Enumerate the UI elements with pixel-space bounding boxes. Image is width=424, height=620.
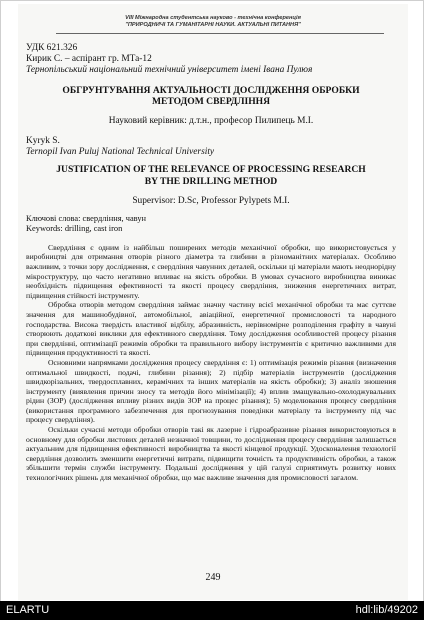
keywords-ua: Ключові слова: свердління, чавун	[26, 213, 146, 223]
handle-id: hdl:lib/49202	[355, 604, 418, 616]
author-en: Kyryk S.	[26, 136, 60, 146]
title-ua-line-1: ОБГРУНТУВАННЯ АКТУАЛЬНОСТІ ДОСЛІДЖЕННЯ ОБРОБКИ	[62, 84, 360, 96]
supervisor-ua: Науковий керівник: д.т.н., професор Пилипець М.І.	[108, 115, 314, 126]
title-en-line-2: BY THE DRILLING METHOD	[144, 176, 278, 187]
body-paragraph-2: Обробка отворів методом свердління займає значну частину всієї механічної обробки та має суттєве значення для машинобудівної, автомобільної, авіаційної, енергетичної промисловості та народного господарства. Висока твердість властивої відбілу, абразивність, нерівномірне розподілення графіту в чавуні створюють додаткові виклики для ефективного свердління. Тому дослідження особливостей процесу різання при свердлінні, оптимізації режимів обробки та правильного вибору інструментів є критично важливими для підвищення продуктивності та якості.	[26, 300, 396, 358]
document-page	[18, 4, 408, 600]
repository-footer-bar	[0, 601, 424, 620]
conference-header-line-1: VIII Міжнародна студентська науково - технічна конференція	[125, 15, 301, 21]
body-paragraph-4: Оскільки сучасні методи обробки отворів такі як лазерне і гідроабразивне різання використовуються в основному для обробки листових деталей незначної товщини, то дослідження процесу свердління залишається актуальним для підвищення ефективності виробництва та якості кінцевої продукції. Удосконалення технології свердління дозволить зменшити енергетичні витрати, підвищити точність та продуктивність обробки, а також збільшити термін служби інструменту. Подальші дослідження у цій галузі сприятимуть розвитку нових технологічних рішень для механічної обробки, що має важливе значення для промисловості загалом.	[26, 425, 396, 483]
title-en-line-1: JUSTIFICATION OF THE RELEVANCE OF PROCESSING RESEARCH	[56, 164, 366, 176]
body-paragraph-1: Свердління є одним із найбільш поширених методів механічної обробки, що використовується у виробництві для отримання отворів різного діаметра та глибини в різноманітних матеріалах. Особливо важливим, з точки зору дослідження, є свердління чавунних деталей, оскільки ці матеріали мають неоднорідну мікроструктуру, що часто негативно впливає на якість обробки. В умовах сучасного виробництва виникає необхідність підвищення ефективності та якості процесу свердління, зниження енергетичних витрат, підвищення стійкості інструменту.	[26, 242, 396, 300]
article-content	[26, 43, 396, 483]
page-number: 249	[205, 572, 221, 583]
author-ua: Кирик С. – аспірант гр. МТа-12	[26, 54, 152, 65]
body-paragraph-3: Основними напрямками дослідження процесу свердління є: 1) оптимізація режимів різання (визначення оптимальної швидкості, подачі, глибини різання); 2) підбір матеріалів інструментів (дослідження швидкорізальних, твердосплавних, керамічних та інших матеріалів на якість обробки); 3) аналіз зношення інструменту (виявлення причин зносу та методів його мінімізації); 4) вплив змащувально-охолоджувальних рідин (ЗОР) (дослідження впливу різних видів ЗОР на процес різання); 5) моделювання процесу свердління (використання програмного забезпечення для прогнозування поведінки матеріалу та інструменту під час процесу свердління).	[26, 357, 396, 425]
header-rule	[56, 33, 384, 34]
supervisor-en: Supervisor: D.Sc, Professor Pylypets M.I.	[132, 195, 290, 206]
keywords-en: Keywords: drilling, cast iron	[26, 223, 123, 233]
conference-header-line-2: "ПРИРОДНИЧІ ТА ГУМАНІТАРНІ НАУКИ. АКТУАЛЬНІ ПИТАННЯ"	[125, 21, 301, 28]
title-ua-line-2: МЕТОДОМ СВЕРДЛІННЯ	[151, 96, 271, 108]
repository-name: ELARTU	[6, 604, 50, 616]
udc-code: УДК 621.326	[26, 43, 78, 53]
affiliation-ua: Тернопільський національний технічний університет імені Івана Пулюя	[26, 65, 313, 76]
affiliation-en: Ternopil Ivan Puluj National Technical University	[26, 147, 215, 158]
conference-header	[18, 15, 408, 28]
